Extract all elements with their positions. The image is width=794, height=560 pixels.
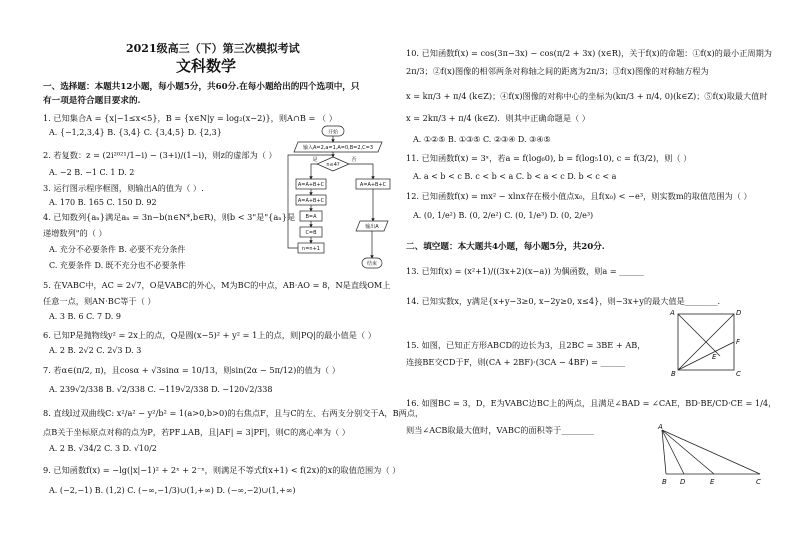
right-line-7: 12. 已知函数f(x) = mx² − xlnx存在极小值点x₀，且f(x₀) < −e³，则实数m的取值范围为（ ） — [406, 191, 752, 201]
triangle-label-b: B — [662, 478, 667, 486]
left-line-10: A. 充分不必要条件 B. 必要不充分条件 — [49, 245, 186, 254]
right-line-14: 16. 如图BC = 3，D，E为VABC边BC上的两点，且满足∠BAD = ∠CAE，BD·BE/CD·CE = 1/4， — [406, 398, 777, 408]
triangle-label-c: C — [756, 478, 761, 486]
left-line-0: 一、选择题：本题共12小题，每小题5分，共60分.在每小题给出的四个选项中，只 — [43, 82, 360, 92]
flow-step2: A=A+B+C — [297, 198, 325, 204]
flow-no: 否 — [351, 157, 357, 163]
left-line-11: C. 充要条件 D. 既不充分也不必要条件 — [49, 261, 186, 270]
right-line-3: x = 2kπ/3 + π/4 (k∈Z)．则其中正确命题是（ ） — [406, 113, 590, 123]
triangle-label-a: A — [658, 423, 663, 431]
triangle-label-d: D — [680, 478, 686, 486]
left-line-21: A. 2 B. √34/2 C. 3 D. √10/2 — [49, 444, 157, 453]
left-line-4: 2. 若复数：z = (2i²⁰²¹/1−i) − (3+i)/(1−i)，则z的虚部为（ ） — [43, 150, 277, 160]
flow-step5: n=n+1 — [302, 246, 320, 252]
square-label-e: E — [712, 353, 717, 361]
left-line-17: 7. 若α∈(π/2, π)，且cosα + √3sinα = 10/13，则sin(2α − 5π/12)的值为（ ） — [43, 365, 340, 375]
left-line-18: A. 239√2/338 B. √2/338 C. −119√2/338 D. −120√2/338 — [49, 385, 273, 394]
right-line-1: 2π/3；②f(x)图像的相邻两条对称轴之间的距离为2π/3；③f(x)图像的对称轴方程为 — [406, 66, 709, 76]
square-label-a: A — [670, 309, 675, 317]
flow-condition: n≤4? — [326, 162, 340, 168]
left-line-12: 5. 在VABC中，AC = 2√7，O是VABC的外心，M为BC的中点，AB·AO = 8，N是直线OM上 — [43, 280, 391, 290]
triangle-label-e: E — [710, 478, 715, 486]
left-line-16: A. 2 B. 2√2 C. 2√3 D. 3 — [49, 346, 142, 355]
right-line-4: A. ①②⑤ B. ①③⑤ C. ②③④ D. ③④⑤ — [413, 135, 551, 144]
square-label-f: F — [736, 338, 741, 346]
left-line-5: A. −2 B. −1 C. 1 D. 2 — [49, 168, 135, 177]
flow-step6: A=A+B+C — [359, 182, 387, 188]
right-line-6: A. a < b < c B. c < b < a C. b < a < c D. b < c < a — [413, 172, 617, 181]
flow-start: 开始 — [327, 129, 339, 136]
right-line-12: 15. 如图，已知正方形ABCD的边长为3，且2BC = 3BE + AB， — [406, 340, 646, 350]
left-line-9: 递增数列"的（ ） — [43, 228, 107, 238]
square-figure — [668, 306, 748, 378]
left-line-20: 点B关于坐标原点对称的点为P，若PF⊥AB，且|AF| = 3|PF|，则C的离心率为（ ） — [43, 427, 350, 437]
square-label-c: C — [736, 370, 741, 378]
left-line-15: 6. 已知P是抛物线y² = 2x上的点，Q是圆(x−5)² + y² = 1上的点，则|PQ|的最小值是（ ） — [43, 330, 376, 340]
right-line-8: A. (0, 1/e²) B. (0, 2/e²) C. (0, 1/e³) D. (0, 2/e³) — [413, 211, 594, 220]
left-line-2: 1. 已知集合A = {x|−1≤x<5}，B = {x∈N|y = log₂(x−2)}，则A∩B = （ ） — [43, 113, 337, 123]
program-flowchart — [282, 124, 400, 274]
right-line-10: 13. 已知f(x) = (x²+1)/((3x+2)(x−a)) 为偶函数，则a = ______ — [406, 266, 644, 276]
left-line-7: A. 170 B. 165 C. 150 D. 92 — [49, 198, 157, 207]
square-label-b: B — [671, 370, 676, 378]
flow-step1: A=A+B+C — [297, 182, 325, 188]
flow-step3: B=A — [305, 214, 317, 220]
right-line-11: 14. 已知实数x，y满足{x+y−3≥0, x−2y≥0, x≤4}，则−3x+y的最大值是________. — [406, 296, 721, 306]
flow-end: 结束 — [366, 261, 378, 267]
right-line-0: 10. 已知函数f(x) = cos(3π−3x) − cos(π/2 + 3x) (x∈R)，关于f(x)的命题：①f(x)的最小正周期为 — [406, 48, 772, 58]
left-line-3: A. {−1,2,3,4} B. {3,4} C. {3,4,5} D. {2,3} — [49, 128, 222, 137]
flow-output: 输出A — [365, 224, 379, 230]
left-line-19: 8. 直线l过双曲线C: x²/a² − y²/b² = 1(a>0,b>0)的右焦点F，且与C的左、右两支分别交于A，B两点， — [43, 408, 424, 418]
left-line-13: 任意一点，则AN·BC等于（ ） — [43, 296, 156, 306]
right-line-13: 连接BE交CD于F，则(CA + 2BF)·(3CA − 4BF) = ______ — [406, 357, 626, 367]
exam-subject: 文科数学 — [176, 57, 237, 75]
left-line-14: A. 3 B. 6 C. 7 D. 9 — [49, 312, 121, 321]
right-line-9: 二、填空题：本大题共4小题，每小题5分，共20分. — [406, 242, 605, 252]
right-line-15: 则当∠ACB取最大值时，VABC的面积等于________ — [406, 425, 594, 435]
right-line-2: x = kπ/3 + π/4 (k∈Z)；④f(x)图像的对称中心的坐标为(kπ/3 + π/4, 0)(k∈Z)；⑤f(x)取最大值时 — [406, 91, 768, 101]
left-line-8: 4. 已知数列{aₙ}满足aₙ = 3n−b(n∈N*,b∈R)，则b < 3"是"{aₙ}是 — [43, 212, 296, 222]
left-line-23: A. (−2,−1) B. (1,2) C. (−∞,−1/3)∪(1,+∞) D. (−∞,−2)∪(1,+∞) — [49, 486, 296, 495]
flow-step4: C=B — [305, 230, 317, 236]
exam-title: 2021级高三（下）第三次模拟考试 — [126, 42, 300, 55]
square-label-d: D — [736, 309, 742, 317]
left-line-1: 有一项是符合题目要求的. — [43, 96, 141, 106]
flow-yes: 是 — [312, 157, 318, 163]
flow-input: 输入A=2,a=1,A=0,B=2,C=3 — [302, 145, 374, 151]
right-line-5: 11. 已知函数f(x) = 3ˣ，若a = f(log₆0), b = f(log₅10), c = f(3/2)，则（ ） — [406, 153, 692, 163]
left-line-6: 3. 运行图示程序框图，则输出A的值为（ ）. — [43, 183, 204, 193]
triangle-figure — [656, 422, 768, 488]
left-line-22: 9. 已知函数f(x) = −lg(|x|−1)² + 2ˣ + 2⁻ˣ，则满足不等式f(x+1) < f(2x)的x的取值范围为（ ） — [43, 465, 401, 475]
